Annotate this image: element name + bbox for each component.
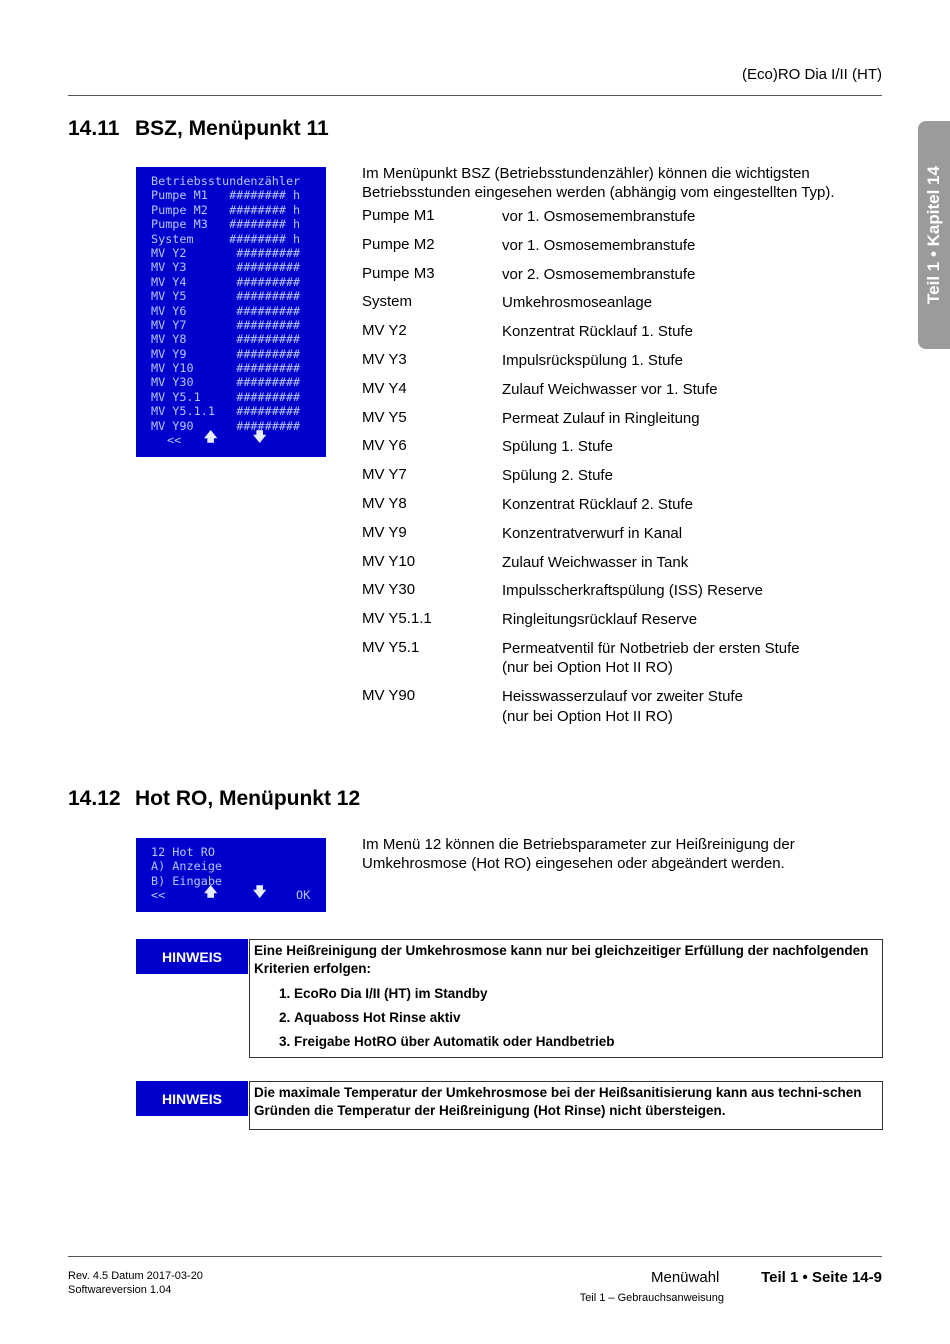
definition-term: Pumpe M1 — [362, 207, 435, 224]
footer-revision — [68, 1269, 203, 1297]
definition-term: MV Y10 — [362, 552, 416, 570]
definition-desc: Umkehrosmoseanlage — [502, 294, 653, 312]
arrow-up-icon: 🡅 — [204, 430, 218, 445]
definition-row — [362, 293, 882, 322]
definition-term: MV Y3 — [362, 350, 407, 368]
lcd-line: MV Y5.1 ######### — [151, 389, 301, 404]
definition-desc: Konzentrat Rücklauf 1. Stufe — [502, 323, 693, 341]
definition-desc: Permeatventil für Notbetrieb der ersten Stufe — [502, 639, 800, 657]
definition-term: MV Y90 — [362, 687, 416, 705]
definition-row — [362, 207, 882, 236]
definition-row — [362, 236, 882, 265]
header-divider — [68, 95, 882, 96]
lcd-line: B) Eingabe — [151, 873, 223, 888]
definition-row — [362, 581, 882, 610]
definition-row — [362, 322, 882, 351]
definition-row — [362, 639, 882, 688]
definition-term: Pumpe M3 — [362, 264, 435, 282]
list-item: 1. EcoRo Dia I/II (HT) im Standby — [294, 985, 878, 1003]
section-title: BSZ, Menüpunkt 11 — [135, 117, 329, 140]
bsz-intro-text: Im Menüpunkt BSZ (Betriebsstundenzähler) können die wichtigsten Betriebsstunden eingesehen werden (abhängig vom eingestellten Typ). — [362, 165, 835, 201]
section-number: 14.12 — [68, 787, 121, 810]
definition-desc: vor 1. Osmosemembranstufe — [502, 236, 696, 254]
lcd-ok-label: OK — [296, 888, 311, 902]
definition-row — [362, 409, 882, 438]
footer-part-label: Teil 1 – Gebrauchsanweisung — [579, 1292, 724, 1304]
definition-term: Pumpe M2 — [362, 235, 435, 253]
definition-term: MV Y4 — [362, 379, 407, 397]
footer-software-version: Softwareversion 1.04 — [68, 1284, 172, 1296]
definition-row — [362, 610, 882, 639]
definition-row — [362, 437, 882, 466]
definition-term: MV Y30 — [362, 581, 416, 599]
definition-term: MV Y7 — [362, 466, 407, 484]
lcd-display-bsz — [136, 167, 326, 457]
definition-row — [362, 495, 882, 524]
definition-term: MV Y8 — [362, 494, 407, 512]
lcd-line: MV Y4 ######### — [151, 274, 301, 289]
lcd-line: MV Y3 ######### — [151, 260, 301, 275]
definition-desc-multiline — [502, 639, 882, 688]
definition-term: MV Y5.1 — [362, 638, 420, 656]
definition-row — [362, 466, 882, 495]
lcd-line: MV Y7 ######### — [151, 317, 301, 332]
section-title: Hot RO, Menüpunkt 12 — [135, 787, 361, 810]
definition-term: MV Y6 — [362, 437, 407, 455]
arrow-down-icon: 🡇 — [253, 885, 267, 900]
lcd-line: MV Y30 ######### — [151, 375, 301, 390]
definition-desc: Impulsscherkraftspülung (ISS) Reserve — [502, 582, 763, 600]
definition-term: MV Y2 — [362, 322, 407, 340]
definition-desc: Heisswasserzulauf vor zweiter Stufe — [502, 688, 743, 706]
definition-desc-note: (nur bei Option Hot II RO) — [502, 659, 673, 677]
definition-desc: Spülung 1. Stufe — [502, 438, 613, 456]
lcd-line: Pumpe M2 ######## h — [151, 202, 301, 217]
definition-row — [362, 265, 882, 294]
document-header-title: (Eco)RO Dia I/II (HT) — [741, 66, 882, 83]
lcd-line: MV Y5 ######### — [151, 289, 301, 304]
definition-desc-note: (nur bei Option Hot II RO) — [502, 707, 673, 725]
list-item: 3. Freigabe HotRO über Automatik oder Handbetrieb — [294, 1033, 878, 1051]
lcd-line: Pumpe M1 ######## h — [151, 188, 301, 203]
list-item: 2. Aquaboss Hot Rinse aktiv — [294, 1009, 878, 1027]
note-text: Eine Heißreinigung der Umkehrosmose kann nur bei gleichzeitiger Erfüllung der nachfolgenden Kriterien erfolgen: — [254, 943, 869, 976]
lcd-line: System ######## h — [151, 231, 301, 246]
definition-row — [362, 380, 882, 409]
lcd-line: MV Y10 ######### — [151, 361, 301, 376]
arrow-up-icon: 🡅 — [204, 885, 218, 900]
lcd-line: MV Y90 ######### — [151, 418, 301, 433]
lcd-line: 12 Hot RO — [151, 845, 215, 859]
note-label: HINWEIS — [136, 939, 248, 974]
lcd-line: MV Y8 ######### — [151, 332, 301, 347]
note-box — [249, 1081, 883, 1130]
definition-term: MV Y9 — [362, 523, 407, 541]
footer-rev-date: Rev. 4.5 Datum 2017-03-20 — [68, 1270, 203, 1282]
lcd-back-label: << — [151, 888, 166, 902]
definition-desc: vor 2. Osmosemembranstufe — [502, 265, 696, 283]
definition-term: System — [362, 293, 413, 311]
definition-row — [362, 524, 882, 553]
note-criteria-list — [254, 985, 878, 1051]
definition-desc: Konzentratverwurf in Kanal — [502, 524, 683, 542]
lcd-line: MV Y5.1.1 ######### — [151, 404, 301, 419]
note-text: Die maximale Temperatur der Umkehrosmose bei der Heißsanitisierung kann aus techni-schen Gründen die Temperatur der Heißreinigung (Hot Rinse) nicht übersteigen. — [254, 1085, 862, 1118]
lcd-line: Betriebsstundenzähler — [151, 174, 301, 188]
arrow-down-icon: 🡇 — [253, 430, 267, 445]
note-box — [249, 939, 883, 1058]
bsz-definition-list — [362, 207, 882, 736]
footer-chapter-name: Menüwahl — [651, 1269, 720, 1286]
definition-desc-multiline — [502, 687, 882, 736]
lcd-line: Pumpe M3 ######## h — [151, 217, 301, 232]
definition-desc: vor 1. Osmosemembranstufe — [502, 208, 696, 225]
lcd-display-hot-ro — [136, 838, 326, 912]
definition-row — [362, 687, 882, 736]
section-heading-14-12 — [68, 787, 360, 811]
chapter-side-tab-label: Teil 1 • Kapitel 14 — [924, 166, 943, 304]
definition-term: MV Y5 — [362, 408, 407, 426]
hot-ro-intro-text: Im Menü 12 können die Betriebsparameter zur Heißreinigung der Umkehrosmose (Hot RO) eingesehen oder abgeändert werden. — [362, 836, 795, 872]
lcd-line: A) Anzeige — [151, 859, 223, 874]
section-number: 14.11 — [68, 117, 120, 140]
definition-desc: Zulauf Weichwasser in Tank — [502, 553, 689, 571]
definition-desc: Permeat Zulauf in Ringleitung — [502, 409, 700, 427]
definition-desc: Ringleitungsrücklauf Reserve — [502, 611, 698, 629]
footer-divider — [68, 1256, 882, 1257]
definition-row — [362, 351, 882, 380]
definition-desc: Konzentrat Rücklauf 2. Stufe — [502, 495, 693, 513]
lcd-line: MV Y6 ######### — [151, 303, 301, 318]
definition-desc: Spülung 2. Stufe — [502, 467, 613, 485]
note-label: HINWEIS — [136, 1081, 248, 1116]
footer-page-number: Teil 1 • Seite 14-9 — [761, 1269, 882, 1286]
lcd-line: MV Y2 ######### — [151, 245, 301, 260]
lcd-back-label: << — [167, 433, 182, 447]
section-heading-14-11 — [68, 117, 329, 141]
definition-desc: Zulauf Weichwasser vor 1. Stufe — [502, 380, 718, 398]
definition-term: MV Y5.1.1 — [362, 610, 432, 628]
chapter-side-tab — [918, 121, 950, 349]
definition-desc: Impulsrückspülung 1. Stufe — [502, 351, 683, 369]
lcd-line: MV Y9 ######### — [151, 346, 301, 361]
definition-row — [362, 553, 882, 582]
